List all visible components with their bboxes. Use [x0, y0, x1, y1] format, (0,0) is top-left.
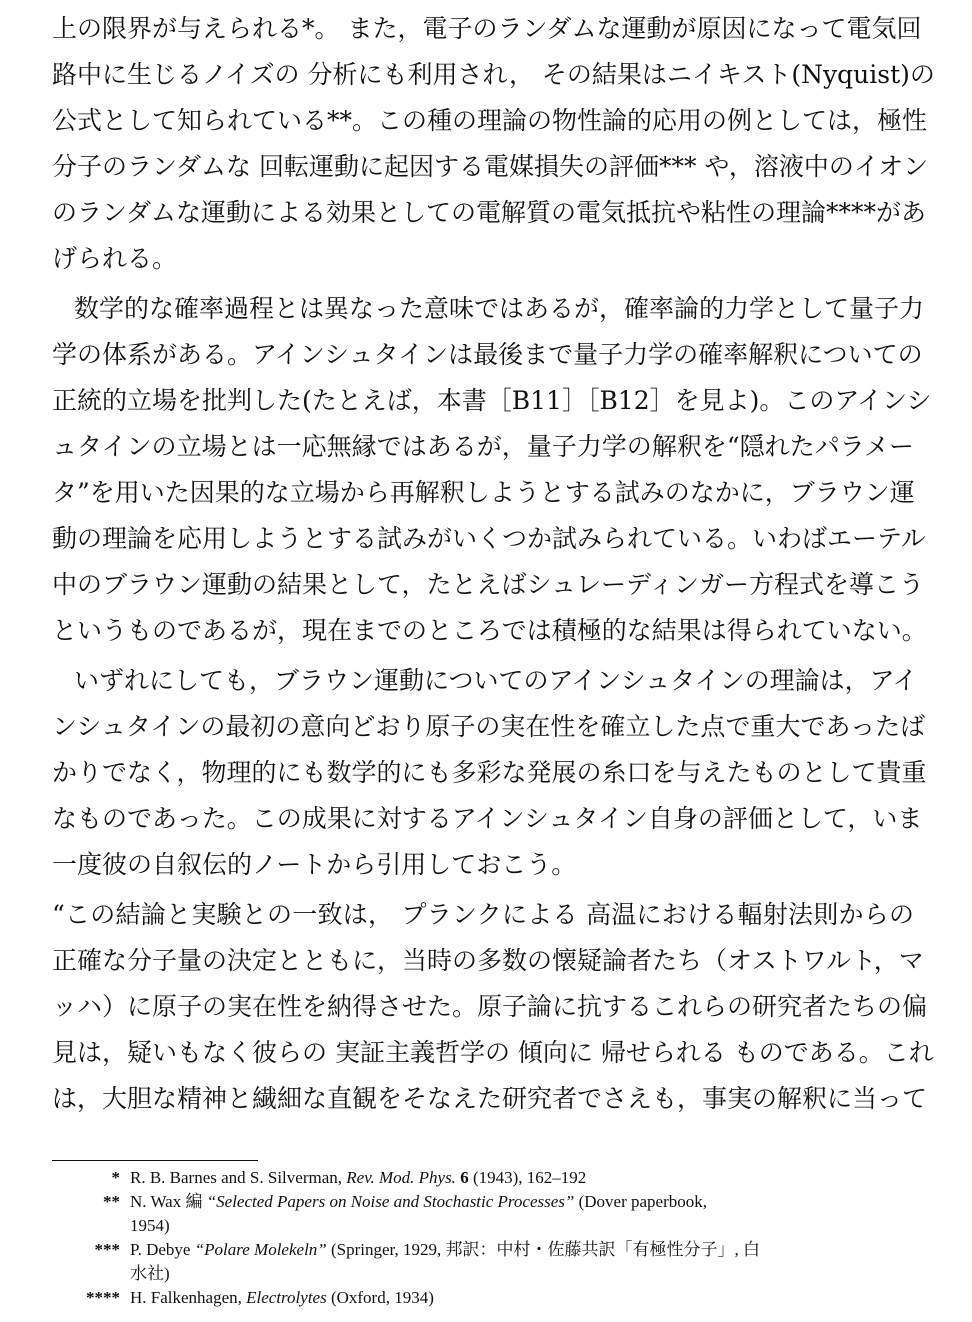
footnote-3	[52, 1238, 914, 1286]
text-line: ッハ）に原子の実在性を納得させた。原子論に抗するこれらの研究者たちの偏	[52, 992, 928, 1021]
footnote-details: (Oxford, 1934)	[330, 1288, 434, 1307]
footnote-mark: *	[111, 1168, 120, 1187]
footnote-mark: ****	[86, 1288, 120, 1307]
paragraph-1	[52, 6, 935, 282]
footnote-title: Electrolytes	[246, 1288, 327, 1307]
footnote-mark: **	[103, 1192, 120, 1211]
text-line: 公式として知られている**。この種の理論の物性論的応用の例としては，極性	[52, 106, 928, 135]
footnote-author: P. Debye	[130, 1240, 191, 1259]
text-line: 中のブラウン運動の結果として，たとえばシュレーディンガー方程式を導こう	[52, 570, 925, 599]
footnotes	[52, 1166, 914, 1310]
footnote-line	[130, 1190, 914, 1214]
text-line: なものであった。この成果に対するアインシュタイン自身の評価として，いま	[52, 804, 923, 833]
text-line: 上の限界が与えられる*。 また，電子のランダムな運動が原因になって電気回	[52, 14, 922, 43]
footnote-4	[52, 1286, 914, 1310]
footnote-line	[130, 1238, 914, 1262]
footnote-author: H. Falkenhagen,	[130, 1288, 242, 1307]
text-line: ュタインの立場とは一応無縁ではあるが，量子力学の解釈を“隠れたパラメー	[52, 432, 914, 461]
text-line: 一度彼の自叙伝的ノートから引用しておこう。	[52, 850, 577, 879]
footnote-divider	[52, 1160, 258, 1161]
footnote-1	[52, 1166, 914, 1190]
text-line: 正統的立場を批判した(たとえば，本書［B11］［B12］を見よ)。このアインシ	[52, 386, 932, 415]
footnote-text	[130, 1286, 914, 1310]
footnote-details: (1943), 162–192	[472, 1168, 587, 1187]
text-line: タ”を用いた因果的な立場から再解釈しようとする試みのなかに，ブラウン運	[52, 478, 915, 507]
main-text	[52, 6, 935, 1122]
text-line: 路中に生じるノイズの 分析にも利用され， その結果はニイキスト(Nyquist)の	[52, 60, 935, 89]
text-line: のランダムな運動による効果としての電解質の電気抵抗や粘性の理論****があ	[52, 198, 927, 227]
footnote-details: (Springer, 1929, 邦訳：中村・佐藤共訳「有極性分子」, 白	[331, 1240, 761, 1259]
text-line: は，大胆な精神と繊細な直観をそなえた研究者でさえも，事実の解釈に当って	[52, 1084, 928, 1113]
footnote-volume: 6	[460, 1168, 469, 1187]
footnote-publisher: (Dover paperbook,	[578, 1192, 708, 1211]
footnote-text	[130, 1190, 914, 1238]
text-line: いずれにしても，ブラウン運動についてのアインシュタインの理論は，アイ	[74, 666, 918, 695]
footnote-year: 1954)	[130, 1216, 170, 1235]
text-line: 分子のランダムな 回転運動に起因する電媒損失の評価*** や，溶液中のイオン	[52, 152, 929, 181]
paragraph-3	[52, 658, 927, 888]
text-line: かりでなく，物理的にも数学的にも多彩な発展の糸口を与えたものとして貴重	[52, 758, 927, 787]
text-line: ンシュタインの最初の意向どおり原子の実在性を確立した点で重大であったば	[52, 712, 926, 741]
footnote-authors: R. B. Barnes and S. Silverman,	[130, 1168, 343, 1187]
footnote-title: “Polare Molekeln”	[194, 1240, 327, 1259]
footnote-2	[52, 1190, 914, 1238]
paragraph-2	[52, 286, 932, 654]
footnote-journal: Rev. Mod. Phys.	[346, 1168, 456, 1187]
footnote-editor: N. Wax 編	[130, 1192, 203, 1211]
quotation-paragraph	[52, 892, 934, 1122]
text-line: 学の体系がある。アインシュタインは最後まで量子力学の確率解釈についての	[52, 340, 923, 369]
footnote-mark: ***	[94, 1240, 120, 1259]
footnote-text	[130, 1166, 914, 1190]
text-line: “この結論と実験との一致は， プランクによる 高温における輻射法則からの	[52, 900, 914, 929]
text-line: げられる。	[52, 244, 178, 273]
text-line: 正確な分子量の決定とともに，当時の多数の懐疑論者たち（オストワルト，マ	[52, 946, 924, 975]
text-line: というものであるが，現在までのところでは積極的な結果は得られていない。	[52, 616, 927, 645]
footnote-text	[130, 1238, 914, 1286]
footnote-details-cont: 水社)	[130, 1264, 170, 1283]
text-line: 数学的な確率過程とは異なった意味ではあるが，確率論的力学として量子力	[74, 294, 925, 323]
text-line: 動の理論を応用しようとする試みがいくつか試みられている。いわばエーテル	[52, 524, 926, 553]
footnote-title: “Selected Papers on Noise and Stochastic Processes”	[206, 1192, 575, 1211]
text-line: 見は，疑いもなく彼らの 実証主義哲学の 傾向に 帰せられる ものである。これ	[52, 1038, 934, 1067]
